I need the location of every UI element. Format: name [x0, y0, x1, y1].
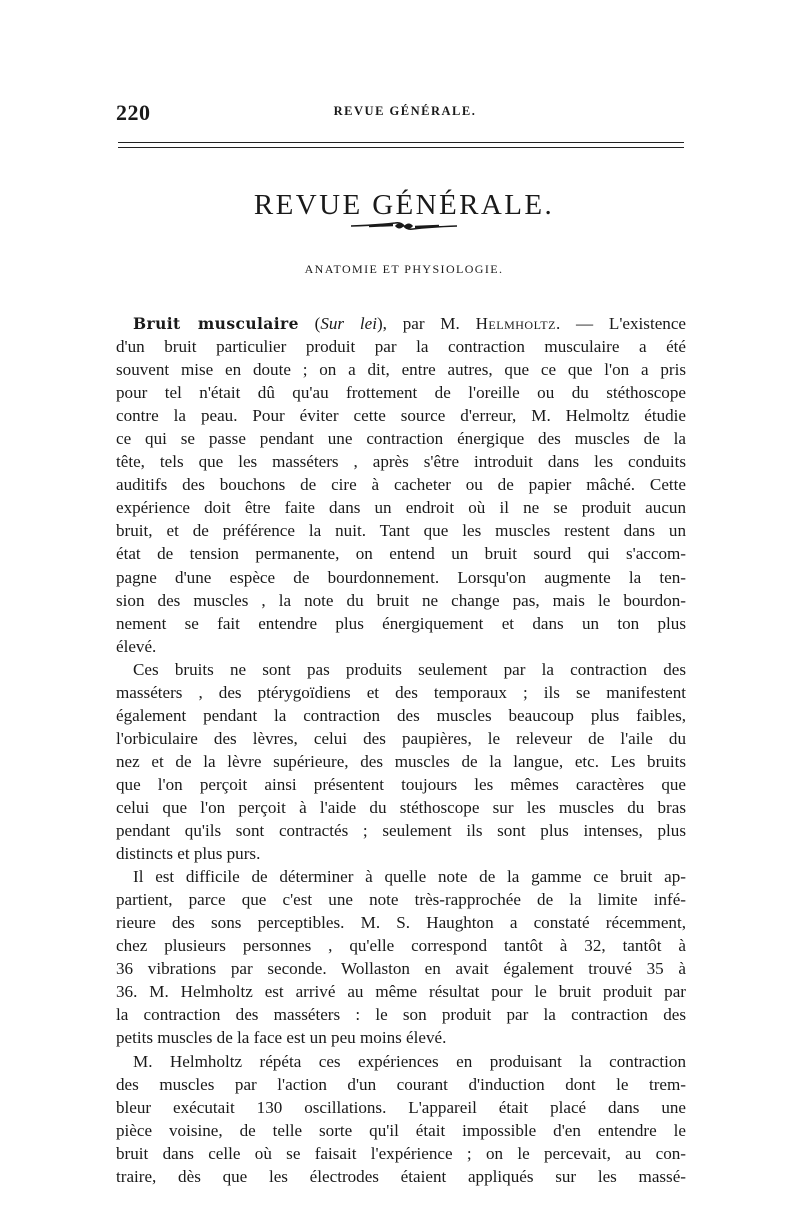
header-double-rule	[118, 142, 684, 148]
text-line: bruit, et de préférence la nuit. Tant que les muscles restent dans un	[116, 521, 686, 541]
text-line: Il est difficile de déterminer à quelle note de la gamme ce bruit ap-	[133, 867, 686, 887]
lead-italic: Sur lei	[320, 314, 377, 333]
text-line: nez et de la lèvre supérieure, des muscles de la langue, etc. Les bruits	[116, 751, 686, 771]
text-line: celui que l'on perçoit à l'aide du stéthoscope sur les muscles du bras	[116, 797, 686, 817]
text-line: état de tension permanente, on entend un bruit sourd qui s'accom-	[116, 544, 686, 564]
text-line: 36. M. Helmholtz est arrivé au même résultat pour le bruit produit par	[116, 982, 686, 1002]
text-line: pagne d'une espèce de bourdonnement. Lorsqu'on augmente la ten-	[116, 567, 686, 587]
text-line: également pendant la contraction des muscles beaucoup plus faibles,	[116, 705, 686, 725]
lead-line	[116, 312, 686, 335]
section-heading: ANATOMIE ET PHYSIOLOGIE.	[304, 262, 504, 276]
text-line: chez plusieurs personnes , qu'elle correspond tantôt à 32, tantôt à	[116, 936, 686, 956]
text-line: bleur exécutait 130 oscillations. L'appareil était placé dans une	[116, 1097, 686, 1117]
lead-author: Helmholtz	[475, 314, 556, 333]
text-line: la contraction des masséters : le son produit par la contraction des	[116, 1005, 686, 1025]
main-title: REVUE GÉNÉRALE.	[253, 189, 555, 222]
text-line: contre la peau. Pour éviter cette source d'erreur, M. Helmoltz étudie	[116, 406, 686, 426]
page-number: 220	[116, 100, 151, 125]
text-line: M. Helmholtz répéta ces expériences en produisant la contraction	[133, 1051, 686, 1071]
text-line: expérience doit être faite dans un endroit où il ne se produit aucun	[116, 498, 686, 518]
lead-after-italic: ), par M.	[376, 314, 476, 333]
article-body	[116, 312, 686, 1188]
text-line: élevé.	[116, 636, 157, 656]
text-line: 36 vibrations par seconde. Wollaston en avait également trouvé 35 à	[116, 959, 686, 979]
text-line: que l'on perçoit ainsi présentent toujours les mêmes caractères que	[116, 774, 686, 794]
text-line: distincts et plus purs.	[116, 844, 261, 864]
text-line: pour tel n'était dû qu'au frottement de l'oreille ou du stéthoscope	[116, 383, 686, 403]
text-line: d'un bruit particulier produit par la contraction musculaire a été	[116, 337, 686, 357]
text-line: Ces bruits ne sont pas produits seulement par la contraction des	[133, 659, 686, 679]
lead-after-author: . — L'existence	[555, 314, 687, 333]
running-head: REVUE GÉNÉRALE.	[333, 104, 477, 118]
text-line: rieure des sons perceptibles. M. S. Haughton a constaté récemment,	[116, 913, 686, 933]
text-line: l'orbiculaire des lèvres, celui des paupières, le releveur de l'aile du	[116, 728, 686, 748]
text-line: des muscles par l'action d'un courant d'induction dont le trem-	[116, 1074, 686, 1094]
text-line: pièce voisine, de telle sorte qu'il était impossible d'en entendre le	[116, 1120, 686, 1140]
text-line: traire, dès que les électrodes étaient appliqués sur les massé-	[116, 1166, 686, 1186]
text-line: partient, parce que c'est une note très-rapprochée de la limite infé-	[116, 890, 686, 910]
lead-open-paren: (	[298, 314, 321, 333]
text-line: souvent mise en doute ; on a dit, entre autres, que ce que l'on a pris	[116, 360, 686, 380]
text-line: pendant qu'ils sont contractés ; seulement ils sont plus intenses, plus	[116, 821, 686, 841]
text-line: masséters , des ptérygoïdiens et des temporaux ; ils se manifestent	[116, 682, 686, 702]
text-line: petits muscles de la face est un peu moins élevé.	[116, 1028, 447, 1048]
lead-bold-title: Bruit musculaire	[133, 314, 299, 333]
text-line: nement se fait entendre plus énergiquement et dans un ton plus	[116, 613, 686, 633]
text-line: bruit dans celle où se faisait l'expérience ; on le percevait, au con-	[116, 1143, 686, 1163]
text-line: ce qui se passe pendant une contraction énergique des muscles de la	[116, 429, 686, 449]
text-line: tête, tels que les masséters , après s'être introduit dans les conduits	[116, 452, 686, 472]
text-line: auditifs des bouchons de cire à cacheter ou de papier mâché. Cette	[116, 475, 686, 495]
text-line: sion des muscles , la note du bruit ne change pas, mais le bourdon-	[116, 590, 686, 610]
ornament-icon	[0, 219, 800, 233]
